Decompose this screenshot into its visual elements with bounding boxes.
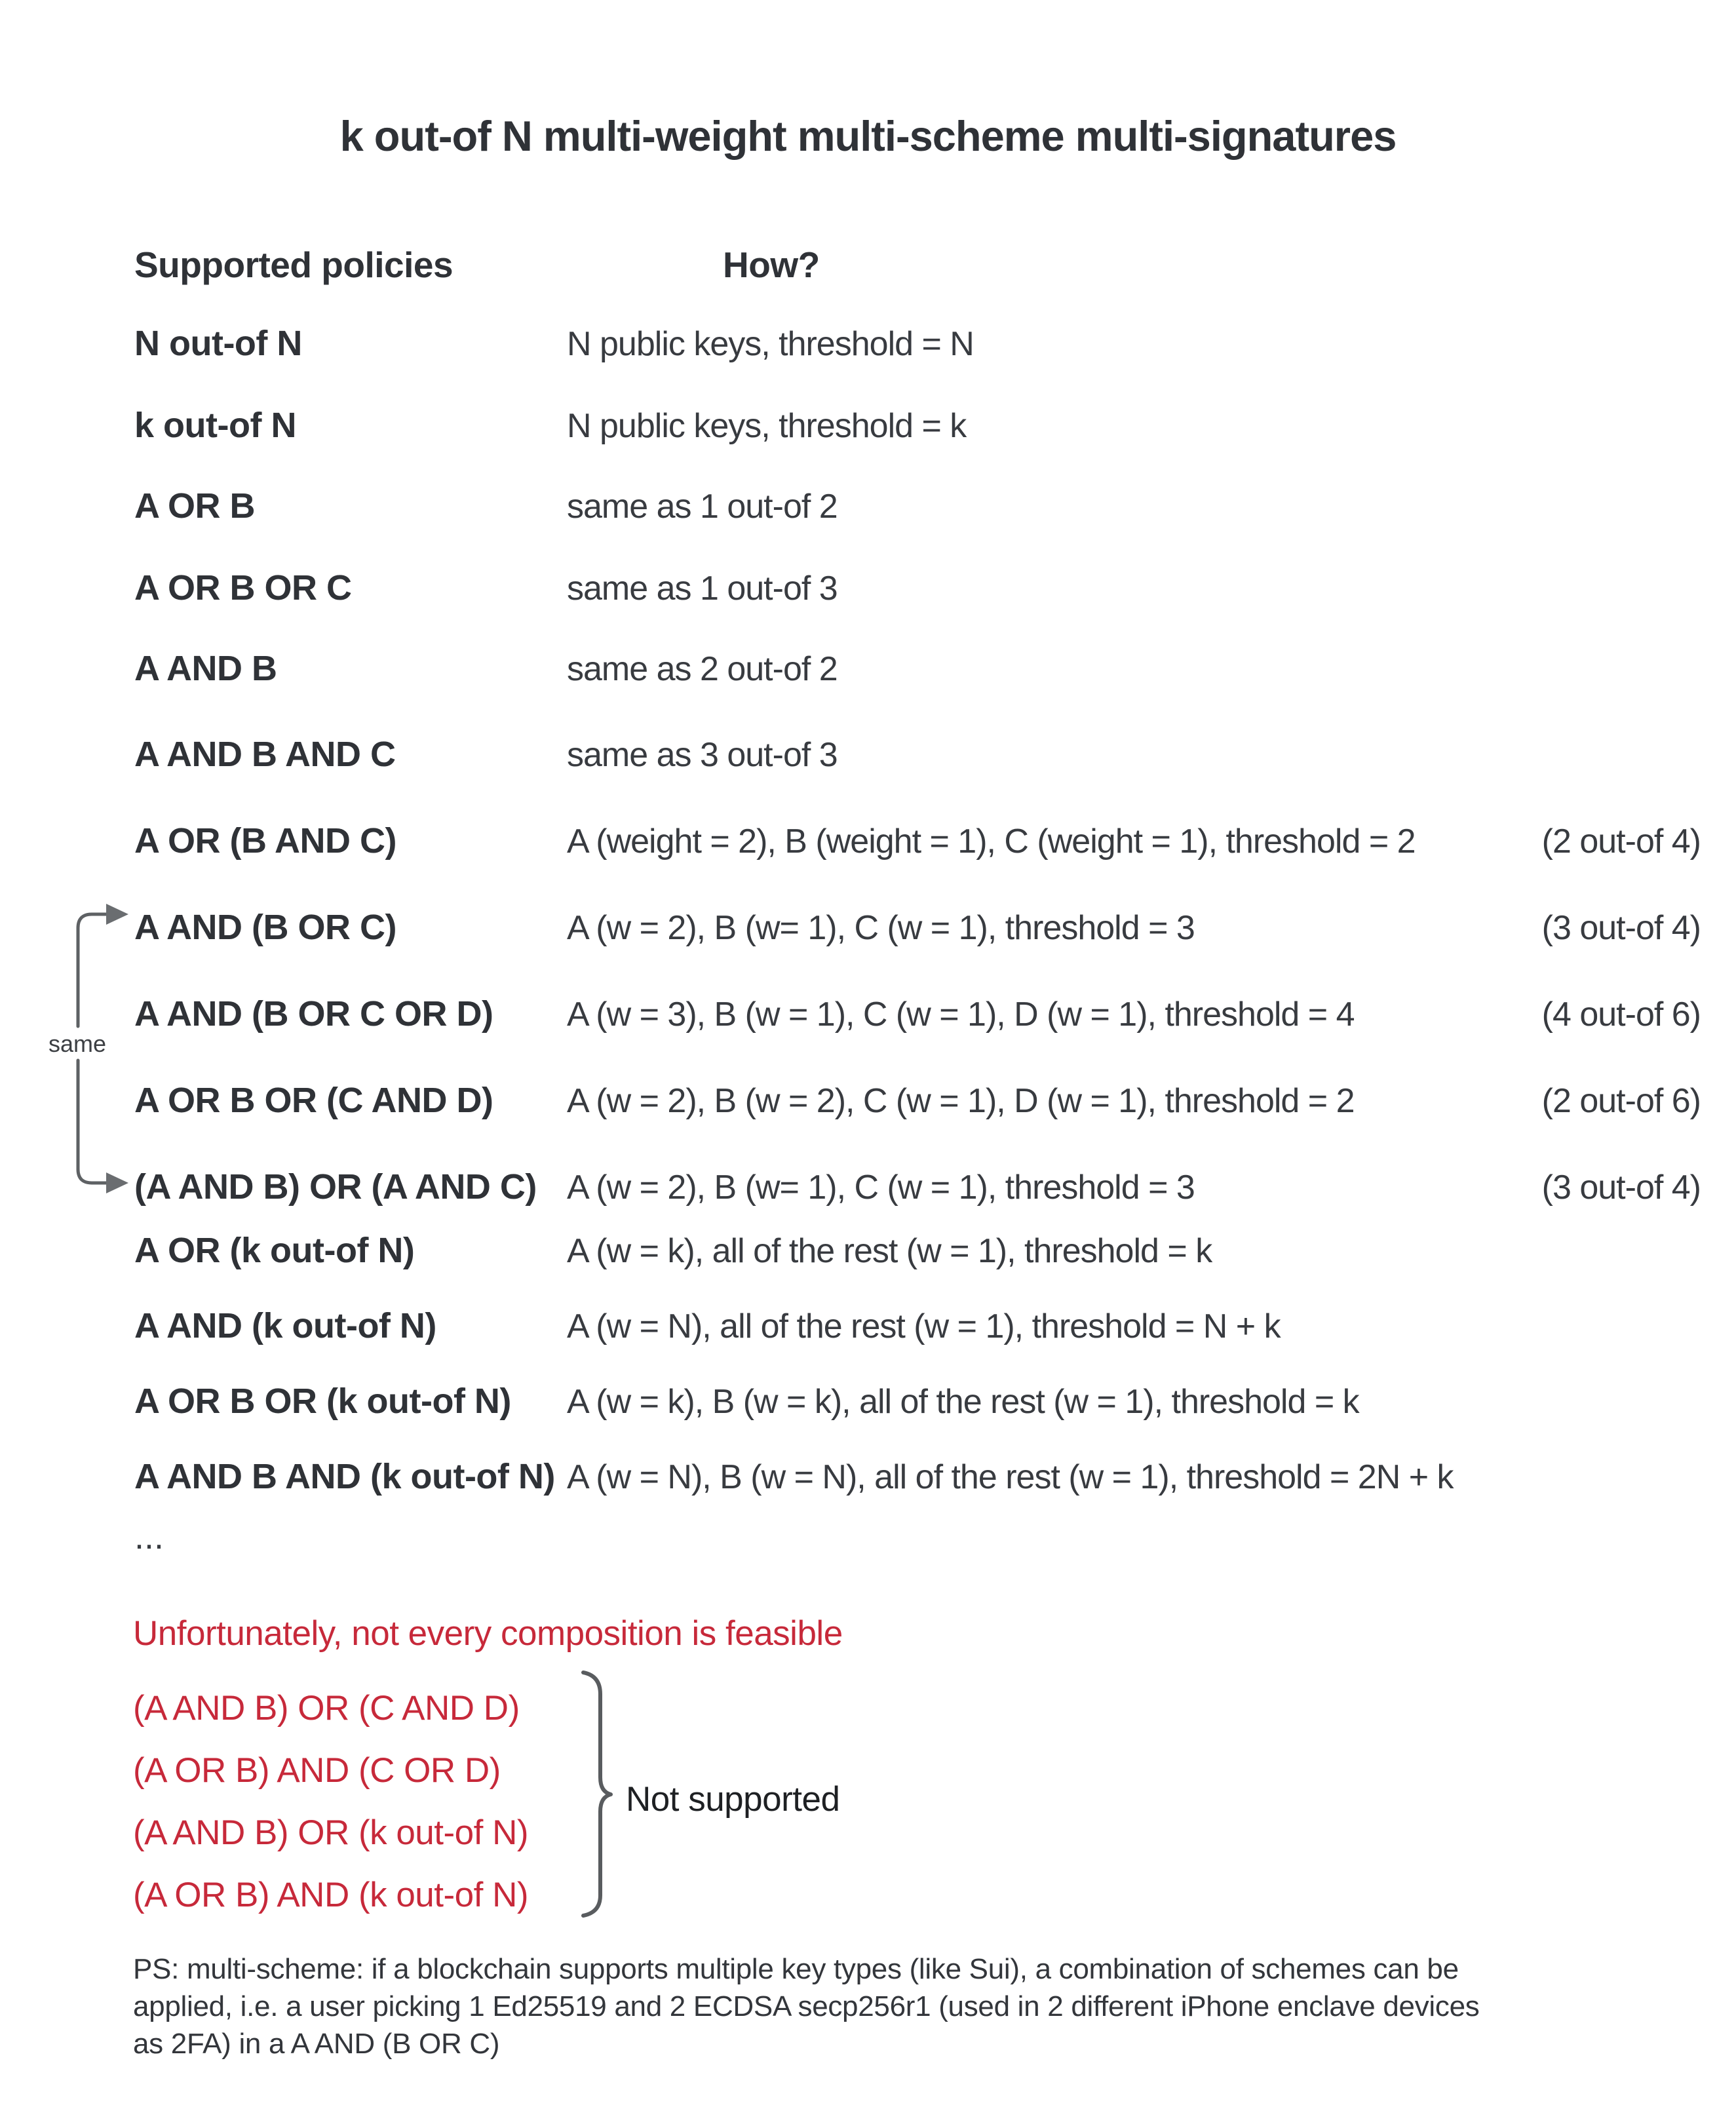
policy-how: N public keys, threshold = N xyxy=(567,325,974,363)
ps-line: applied, i.e. a user picking 1 Ed25519 and 2 ECDSA secp256r1 (used in 2 different iPhone enclave devices xyxy=(133,1990,1480,2022)
policy-how: A (w = 3), B (w = 1), C (w = 1), D (w = 1), threshold = 4 xyxy=(567,995,1355,1034)
policy-note: (2 out-of 4) xyxy=(1541,822,1701,860)
policy-how: A (w = 2), B (w= 1), C (w = 1), threshold = 3 xyxy=(567,1169,1195,1207)
policy-name: A AND (B OR C) xyxy=(134,908,396,947)
ellipsis: ... xyxy=(134,1517,164,1556)
policy-how: same as 3 out-of 3 xyxy=(567,736,838,774)
ps-line: PS: multi-scheme: if a blockchain supports multiple key types (like Sui), a combination of schemes can be xyxy=(133,1953,1459,1985)
policy-name: k out-of N xyxy=(134,406,296,445)
policy-how: same as 1 out-of 3 xyxy=(567,570,838,608)
policy-how: N public keys, threshold = k xyxy=(567,407,967,445)
policy-name: A AND (k out-of N) xyxy=(134,1306,436,1345)
infeasible-item: (A AND B) OR (k out-of N) xyxy=(133,1813,529,1852)
policy-name: A OR B xyxy=(134,486,255,526)
policy-name: A AND B xyxy=(134,649,277,688)
policy-name: A OR (k out-of N) xyxy=(134,1231,415,1270)
infeasible-item: (A AND B) OR (C AND D) xyxy=(133,1689,520,1728)
not-supported-brace xyxy=(564,1658,629,1933)
policy-note: (4 out-of 6) xyxy=(1541,995,1701,1034)
policy-how: A (w = N), B (w = N), all of the rest (w = 1), threshold = 2N + k xyxy=(567,1458,1454,1496)
policy-how: A (w = N), all of the rest (w = 1), threshold = N + k xyxy=(567,1307,1281,1345)
page-title: k out-of N multi-weight multi-scheme multi-signatures xyxy=(339,112,1397,160)
policy-name: (A AND B) OR (A AND C) xyxy=(134,1167,537,1207)
policy-name: A AND B AND C xyxy=(134,735,396,774)
policy-name: A OR B OR C xyxy=(134,568,352,608)
policy-how: A (w = 2), B (w = 2), C (w = 1), D (w = 1), threshold = 2 xyxy=(567,1082,1355,1120)
policy-how: A (weight = 2), B (weight = 1), C (weight = 1), threshold = 2 xyxy=(567,822,1416,860)
policy-how: same as 1 out-of 2 xyxy=(567,488,838,526)
not-supported-label: Not supported xyxy=(626,1780,840,1819)
policy-note: (2 out-of 6) xyxy=(1541,1082,1701,1120)
policy-name: A OR (B AND C) xyxy=(134,821,396,860)
policy-how: A (w = k), all of the rest (w = 1), threshold = k xyxy=(567,1232,1212,1270)
ps-note xyxy=(133,1950,1706,2062)
policy-name: A AND (B OR C OR D) xyxy=(134,994,493,1034)
policy-name: A AND B AND (k out-of N) xyxy=(134,1457,555,1496)
column-header-how: How? xyxy=(723,244,820,285)
policy-name: N out-of N xyxy=(134,324,302,363)
same-connector-arrow xyxy=(0,0,170,1245)
infeasible-item: (A OR B) AND (k out-of N) xyxy=(133,1876,529,1914)
infeasible-heading: Unfortunately, not every composition is feasible xyxy=(133,1614,843,1653)
same-label: same xyxy=(48,1030,107,1057)
policy-how: A (w = 2), B (w= 1), C (w = 1), threshold = 3 xyxy=(567,909,1195,947)
ps-line: as 2FA) in a A AND (B OR C) xyxy=(133,2028,500,2060)
policy-how: same as 2 out-of 2 xyxy=(567,650,838,688)
policy-note: (3 out-of 4) xyxy=(1541,1169,1701,1207)
policy-name: A OR B OR (C AND D) xyxy=(134,1081,493,1120)
policy-name: A OR B OR (k out-of N) xyxy=(134,1382,511,1421)
policy-note: (3 out-of 4) xyxy=(1541,909,1701,947)
policy-how: A (w = k), B (w = k), all of the rest (w = 1), threshold = k xyxy=(567,1383,1359,1421)
infeasible-item: (A OR B) AND (C OR D) xyxy=(133,1751,501,1790)
column-header-supported-policies: Supported policies xyxy=(134,244,453,285)
